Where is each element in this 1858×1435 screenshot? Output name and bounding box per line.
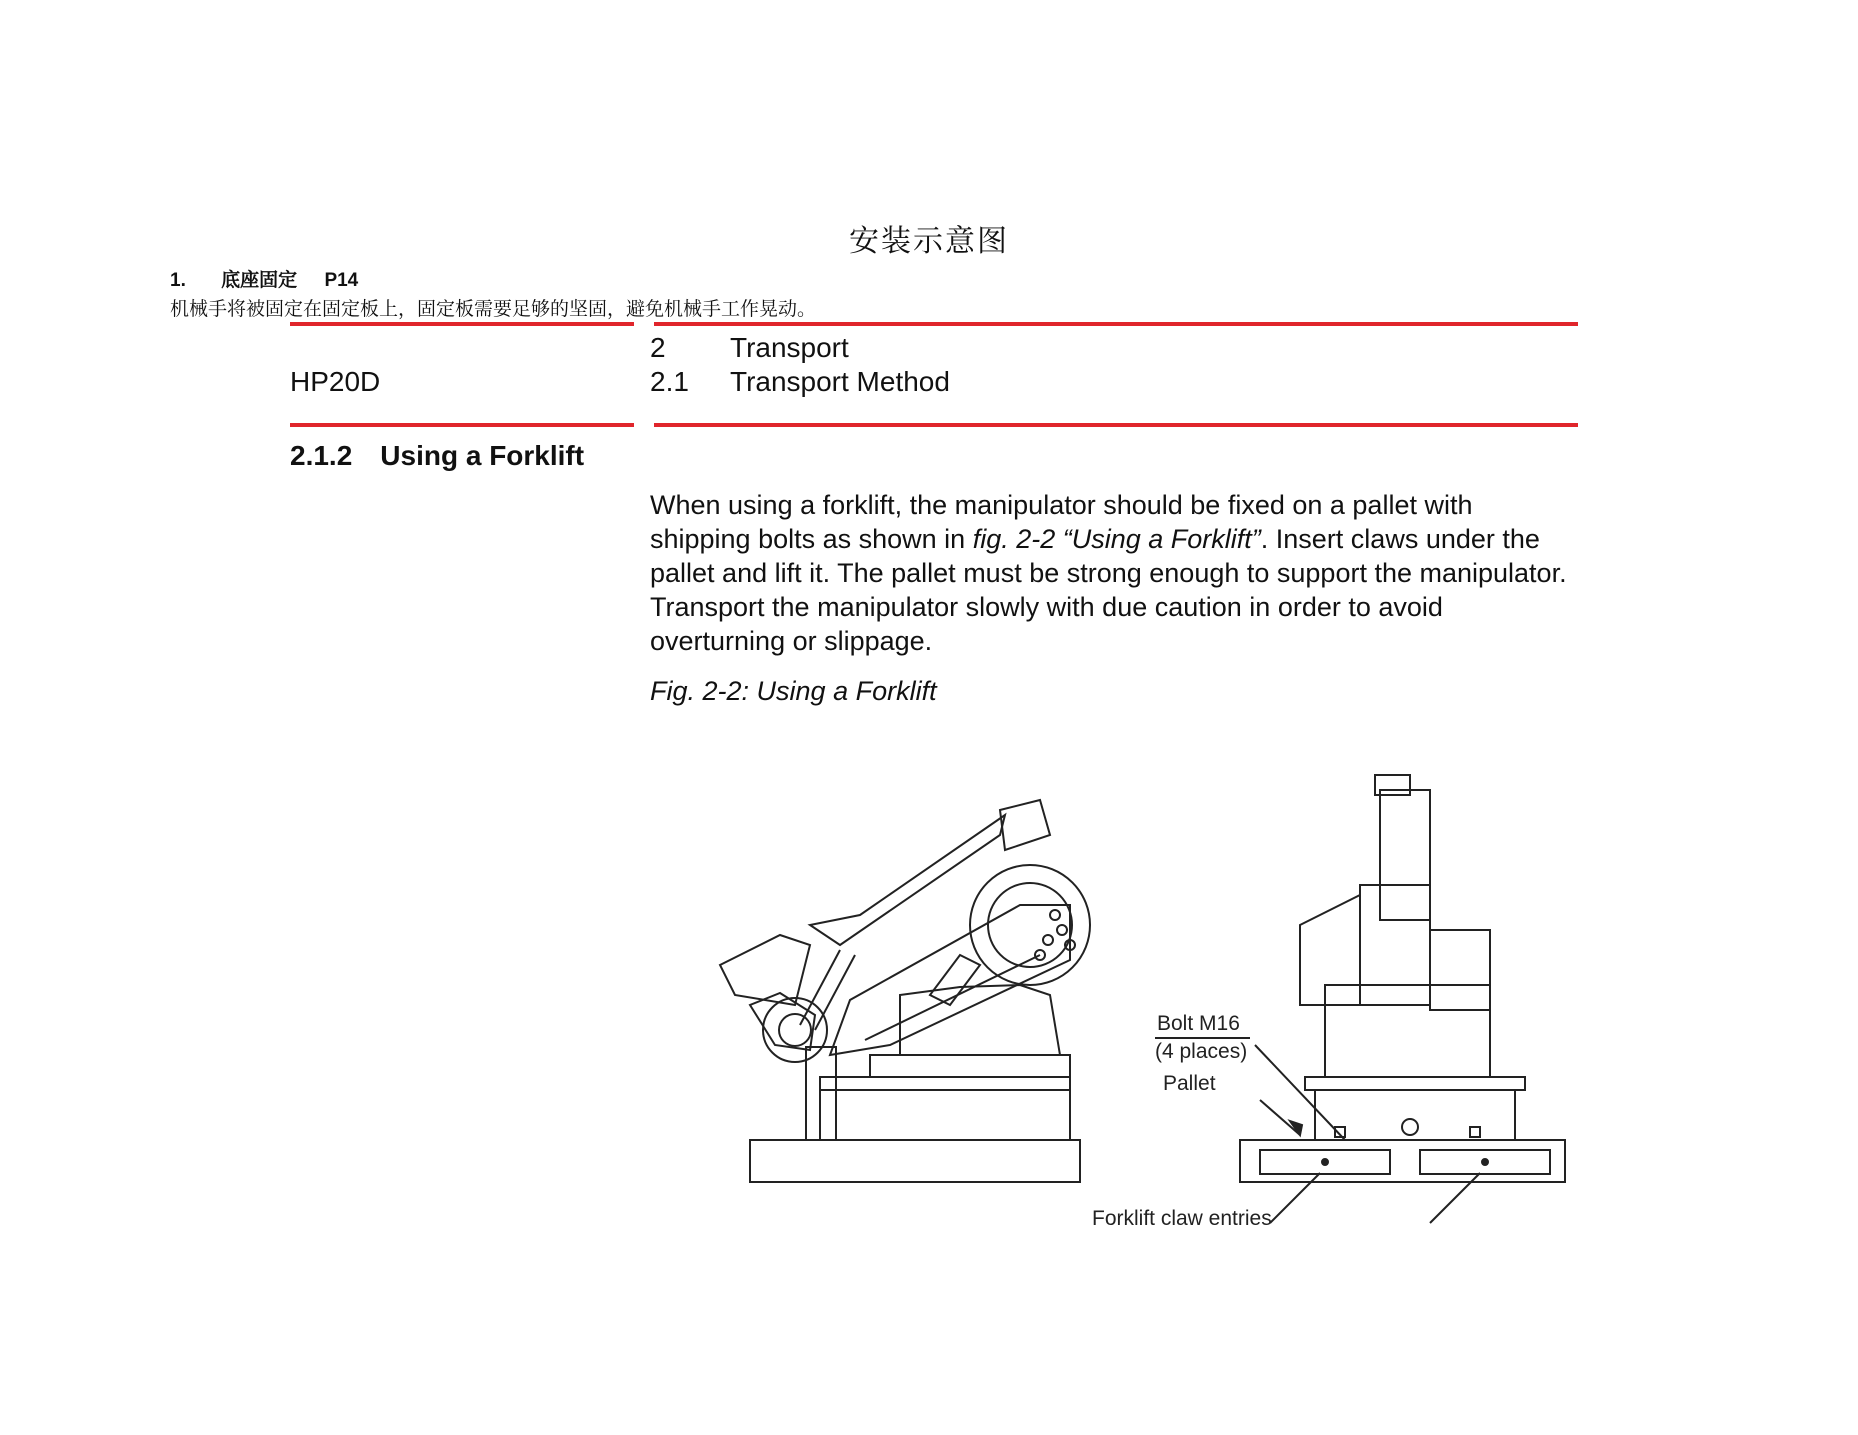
figure-caption: Fig. 2-2: Using a Forklift <box>650 676 937 706</box>
section-title: 底座固定 <box>221 270 298 291</box>
chapter-title: Transport <box>730 332 849 363</box>
claw-leader-right <box>1430 1173 1480 1223</box>
manual-model: HP20D <box>290 366 381 397</box>
base-side <box>820 1077 1070 1140</box>
subsection-heading <box>290 440 584 472</box>
vertical-arm <box>1380 790 1430 920</box>
forearm <box>810 815 1005 945</box>
section-note: 机械手将被固定在固定板上，固定板需要足够的坚固，避免机械手工作晃动。 <box>170 299 817 320</box>
side-motor <box>1300 895 1360 1005</box>
bolt-count-label: (4 places) <box>1155 1040 1248 1063</box>
body-text-post: . Insert claws under the pallet and lift it. The pallet must be strong enough to support the manipulator. Transport the manipulator slowly with due caution in order to avoid overturning or slippage. <box>650 524 1567 656</box>
header-rule-left-top <box>290 322 634 326</box>
pallet-leader <box>1260 1100 1300 1135</box>
section-number: 1. <box>170 270 186 291</box>
manual-section-title: Transport Method <box>730 366 950 397</box>
subsection-title: Using a Forklift <box>380 440 585 471</box>
section-heading <box>170 265 358 292</box>
page-title: 安装示意图 <box>849 225 1009 258</box>
body-text-pre: When using a forklift, the manipulator should be fixed on a pallet with shipping bolts as shown in <box>650 490 1473 554</box>
wrist-housing <box>720 935 810 1005</box>
pallet-front <box>1240 1140 1565 1182</box>
body-paragraph <box>650 488 1580 658</box>
forklift-figure <box>600 755 1590 1235</box>
bolt-label: Bolt M16 <box>1157 1012 1240 1035</box>
header-rule-right-top <box>654 322 1578 326</box>
claw-leader-left <box>1270 1173 1320 1223</box>
header-rule-left-bottom <box>290 423 634 427</box>
header-rule-right-bottom <box>654 423 1578 427</box>
manual-section-number: 2.1 <box>650 366 689 397</box>
wrist-motor <box>1430 930 1490 1010</box>
elbow-joint <box>763 998 827 1062</box>
pallet-side <box>750 1140 1080 1182</box>
pallet-label: Pallet <box>1163 1072 1216 1095</box>
figure-reference: fig. 2-2 “Using a Forklift” <box>972 524 1261 554</box>
chapter-number: 2 <box>650 332 666 363</box>
robot-side-view <box>720 800 1090 1182</box>
section-page-ref: P14 <box>324 270 359 291</box>
claw-entries-label: Forklift claw entries <box>1092 1207 1272 1230</box>
subsection-number: 2.1.2 <box>290 440 353 471</box>
